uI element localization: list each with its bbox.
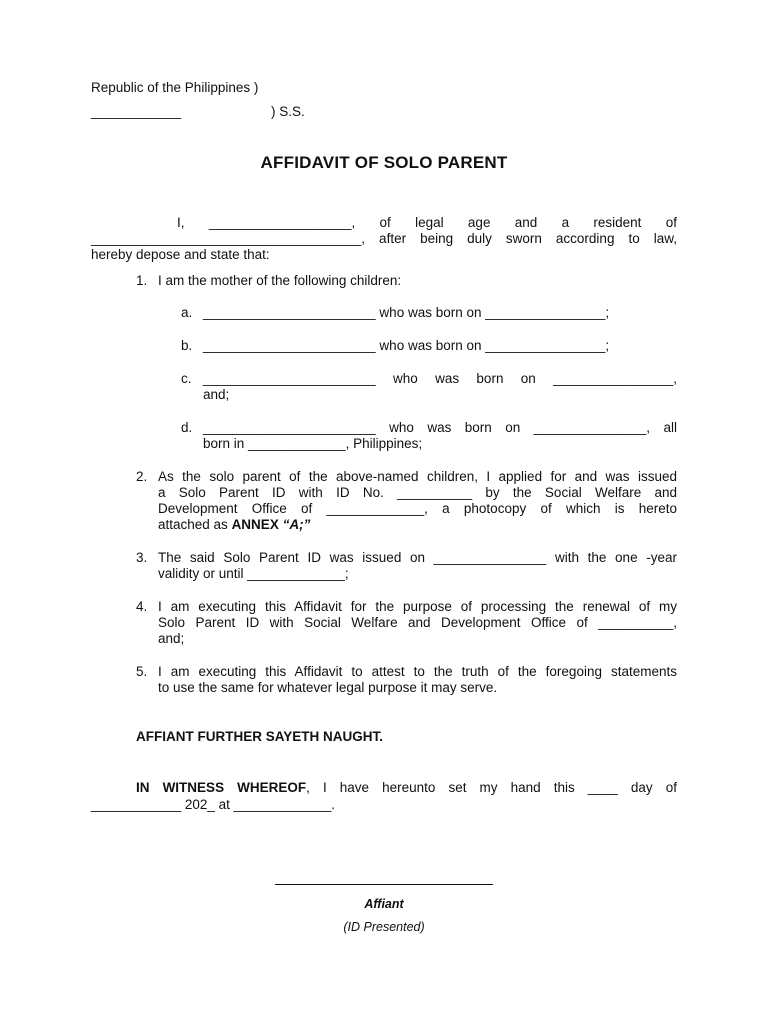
child-c-text-2: and; [203,387,230,402]
intro-i: I, [177,215,185,230]
child-a-label: a. [181,305,193,320]
witness-rest: , I have hereunto set my hand this ____ day of [306,780,677,795]
intro-rest2: , after being duly sworn according to law, [361,231,677,246]
item-4-line-3: and; [158,631,185,646]
child-c-label: c. [181,371,192,386]
item-2-number: 2. [136,469,148,484]
item-2-line-3: Development Office of _____________, a photocopy of which is hereto [158,501,677,516]
item-4-line-1: I am executing this Affidavit for the purpose of processing the renewal of my [158,599,677,614]
intro-name-blank: ___________________ [208,215,352,230]
witness-line-2: ____________ 202_ at _____________. [91,797,335,812]
item-1-text: I am the mother of the following children: [158,273,402,288]
annex-prefix: attached as [158,517,232,532]
item-2-line-2: a Solo Parent ID with ID No. __________ by the Social Welfare and [158,485,677,500]
item-5-line-1: I am executing this Affidavit to attest to the truth of the foregoing statements [158,664,677,679]
document-title: AFFIDAVIT OF SOLO PARENT [260,153,508,172]
header-ss: ) S.S. [271,104,305,119]
child-c-text-1: _______________________ who was born on ________________, [203,371,677,386]
signature-line [275,884,493,885]
item-3-number: 3. [136,550,148,565]
child-d-text-1: _______________________ who was born on _______________, all [203,420,677,435]
item-4-line-2: Solo Parent ID with Social Welfare and Development Office of __________, [158,615,677,630]
header-venue-blank: ____________ [91,104,182,119]
item-3-line-2: validity or until _____________; [158,566,349,581]
child-d-text-2: born in _____________, Philippines; [203,436,423,451]
item-2-line-4 [158,517,310,533]
item-4-number: 4. [136,599,148,614]
id-presented-label: (ID Presented) [343,920,425,934]
item-5-number: 5. [136,664,148,679]
child-b-text: _______________________ who was born on ________________; [203,338,610,353]
item-3-line-1: The said Solo Parent ID was issued on _______________ with the one -year [158,550,677,565]
affiant-label: Affiant [364,897,404,911]
child-d-label: d. [181,420,193,435]
child-b-label: b. [181,338,193,353]
annex-label: ANNEX [231,517,283,532]
annex-letter: “A;” [282,517,311,532]
closing-statement: AFFIANT FURTHER SAYETH NAUGHT. [136,729,384,744]
child-a-text: _______________________ who was born on ________________; [203,305,610,320]
intro-residence-blank: ____________________________________ [91,231,362,246]
witness-bold: IN WITNESS WHEREOF [136,780,307,795]
item-1-number: 1. [136,273,148,288]
intro-line-3: hereby depose and state that: [91,247,270,262]
intro-rest1: , of legal age and a resident of [351,215,677,230]
item-2-line-1: As the solo parent of the above-named children, I applied for and was issued [158,469,677,484]
item-5-line-2: to use the same for whatever legal purpose it may serve. [158,680,498,695]
header-republic: Republic of the Philippines ) [91,80,259,95]
